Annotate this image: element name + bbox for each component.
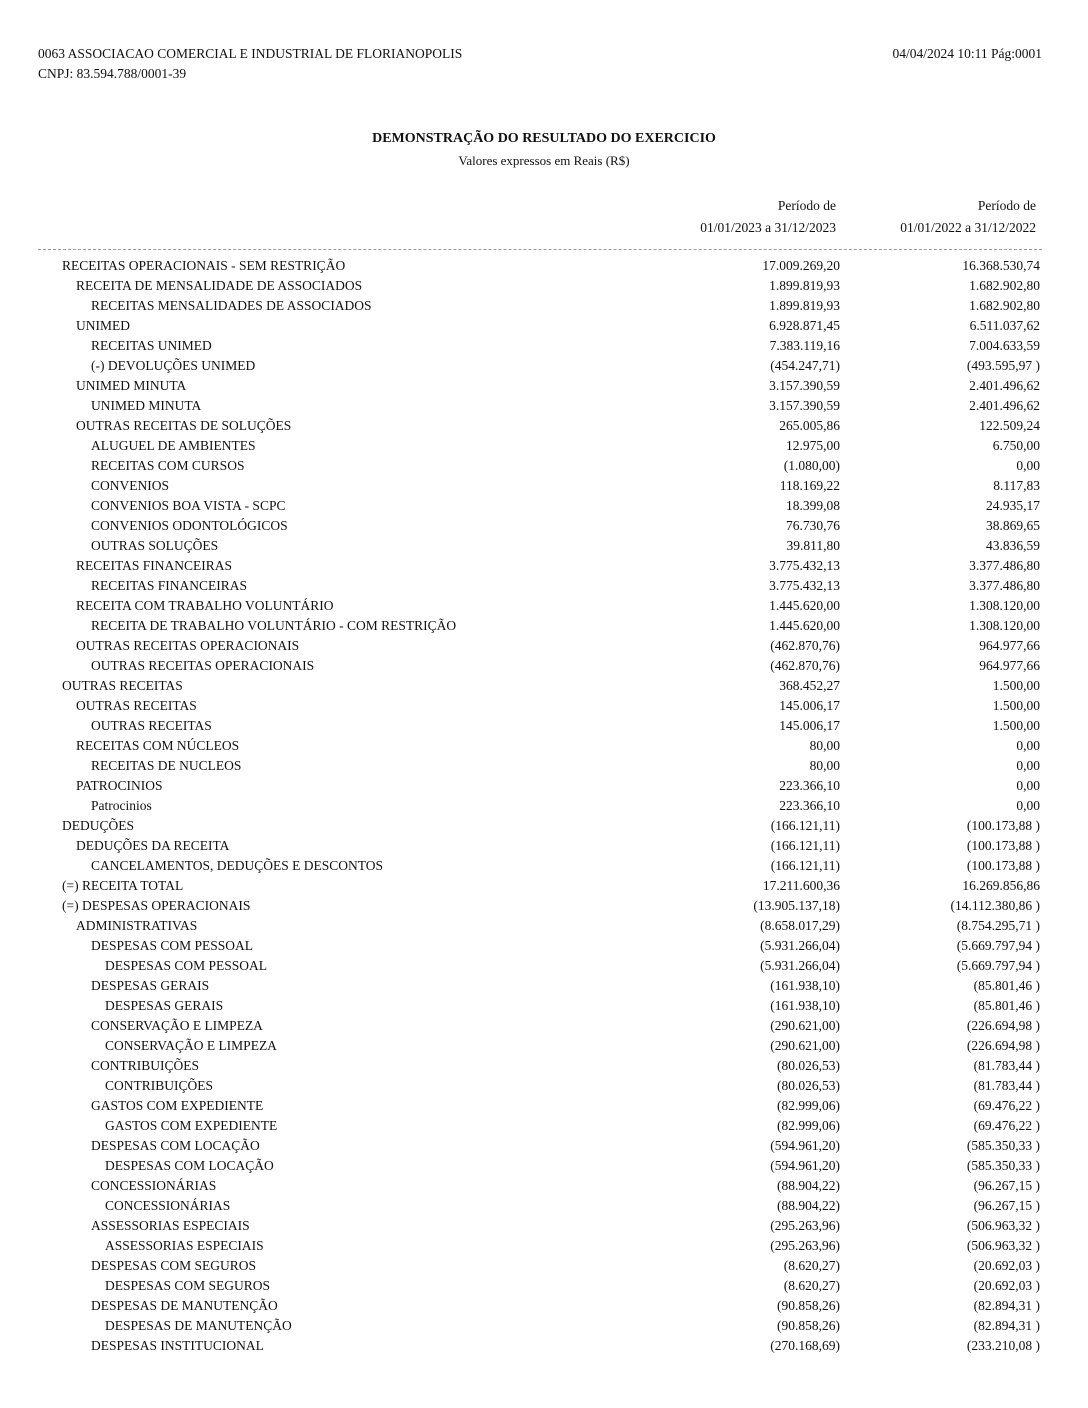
value-2022: (493.595,97 ) bbox=[966, 358, 1040, 373]
account-label: UNIMED MINUTA bbox=[91, 398, 202, 413]
table-row bbox=[0, 796, 1088, 816]
value-2022: 2.401.496,62 bbox=[969, 378, 1040, 393]
value-2022: 964.977,66 bbox=[979, 658, 1040, 673]
value-2022: 6.750,00 bbox=[992, 438, 1040, 453]
account-label: OUTRAS RECEITAS bbox=[76, 698, 197, 713]
value-2023: 3.157.390,59 bbox=[769, 378, 840, 393]
account-label: OUTRAS RECEITAS bbox=[62, 678, 183, 693]
table-row bbox=[0, 1136, 1088, 1156]
account-label: DESPESAS COM LOCAÇÃO bbox=[105, 1158, 274, 1173]
table-row bbox=[0, 976, 1088, 996]
value-2022: (506.963,32 ) bbox=[966, 1238, 1040, 1253]
table-row bbox=[0, 456, 1088, 476]
table-row bbox=[0, 596, 1088, 616]
table-row bbox=[0, 1336, 1088, 1356]
value-2022: (20.692,03 ) bbox=[973, 1258, 1040, 1273]
value-2023: (8.620,27) bbox=[783, 1278, 840, 1293]
table-row bbox=[0, 276, 1088, 296]
value-2022: 1.500,00 bbox=[992, 698, 1040, 713]
table-row bbox=[0, 316, 1088, 336]
value-2022: 2.401.496,62 bbox=[969, 398, 1040, 413]
account-label: DESPESAS COM PESSOAL bbox=[105, 958, 268, 973]
value-2023: (166.121,11) bbox=[770, 838, 840, 853]
value-2023: 3.775.432,13 bbox=[769, 558, 840, 573]
report-datetime-page: 04/04/2024 10:11 Pág:0001 bbox=[892, 46, 1042, 61]
statement-table bbox=[0, 256, 1088, 1356]
table-row bbox=[0, 436, 1088, 456]
account-label: UNIMED bbox=[76, 318, 130, 333]
account-label: RECEITAS COM CURSOS bbox=[91, 458, 245, 473]
value-2022: (585.350,33 ) bbox=[966, 1158, 1040, 1173]
account-label: PATROCINIOS bbox=[76, 778, 163, 793]
value-2022: 1.308.120,00 bbox=[969, 618, 1040, 633]
table-row bbox=[0, 816, 1088, 836]
value-2022: (82.894,31 ) bbox=[973, 1298, 1040, 1313]
account-label: CONCESSIONÁRIAS bbox=[105, 1198, 231, 1213]
value-2023: (1.080,00) bbox=[783, 458, 840, 473]
account-label: DESPESAS DE MANUTENÇÃO bbox=[91, 1298, 278, 1313]
column-header-2022 bbox=[836, 195, 1036, 239]
account-label: GASTOS COM EXPEDIENTE bbox=[105, 1118, 278, 1133]
column-header-label: Período de bbox=[977, 198, 1036, 213]
column-header-2023 bbox=[636, 195, 836, 239]
table-row bbox=[0, 776, 1088, 796]
value-2022: (82.894,31 ) bbox=[973, 1318, 1040, 1333]
value-2022: (226.694,98 ) bbox=[966, 1038, 1040, 1053]
account-label: ADMINISTRATIVAS bbox=[76, 918, 198, 933]
table-row bbox=[0, 996, 1088, 1016]
value-2023: 7.383.119,16 bbox=[769, 338, 840, 353]
account-label: CONSERVAÇÃO E LIMPEZA bbox=[105, 1038, 277, 1053]
value-2023: 223.366,10 bbox=[779, 778, 840, 793]
account-label: RECEITAS OPERACIONAIS - SEM RESTRIÇÃO bbox=[62, 258, 346, 273]
table-row bbox=[0, 916, 1088, 936]
account-label: OUTRAS RECEITAS OPERACIONAIS bbox=[76, 638, 300, 653]
value-2023: (5.931.266,04) bbox=[760, 938, 840, 953]
value-2022: 0,00 bbox=[1016, 758, 1040, 773]
account-label: CONSERVAÇÃO E LIMPEZA bbox=[91, 1018, 263, 1033]
account-label: RECEITAS UNIMED bbox=[91, 338, 212, 353]
table-row bbox=[0, 1056, 1088, 1076]
table-row bbox=[0, 876, 1088, 896]
value-2023: 1.899.819,93 bbox=[769, 278, 840, 293]
value-2022: 6.511.037,62 bbox=[969, 318, 1040, 333]
table-row bbox=[0, 296, 1088, 316]
table-row bbox=[0, 1236, 1088, 1256]
value-2023: 17.009.269,20 bbox=[762, 258, 840, 273]
value-2022: 16.269.856,86 bbox=[962, 878, 1040, 893]
table-row bbox=[0, 1156, 1088, 1176]
value-2023: 368.452,27 bbox=[779, 678, 840, 693]
value-2022: (226.694,98 ) bbox=[966, 1018, 1040, 1033]
account-label: RECEITA DE MENSALIDADE DE ASSOCIADOS bbox=[76, 278, 363, 293]
table-row bbox=[0, 1076, 1088, 1096]
value-2022: (96.267,15 ) bbox=[973, 1198, 1040, 1213]
account-label: DEDUÇÕES DA RECEITA bbox=[76, 838, 230, 853]
table-row bbox=[0, 356, 1088, 376]
account-label: CONVENIOS BOA VISTA - SCPC bbox=[91, 498, 286, 513]
table-row bbox=[0, 1316, 1088, 1336]
account-label: ASSESSORIAS ESPECIAIS bbox=[91, 1218, 250, 1233]
company-cnpj: CNPJ: 83.594.788/0001-39 bbox=[38, 66, 187, 81]
value-2022: (81.783,44 ) bbox=[973, 1058, 1040, 1073]
value-2022: (100.173,88 ) bbox=[966, 838, 1040, 853]
value-2022: 0,00 bbox=[1016, 798, 1040, 813]
value-2022: 1.682.902,80 bbox=[969, 278, 1040, 293]
table-row bbox=[0, 716, 1088, 736]
account-label: OUTRAS RECEITAS OPERACIONAIS bbox=[91, 658, 315, 673]
table-row bbox=[0, 396, 1088, 416]
table-row bbox=[0, 476, 1088, 496]
account-label: RECEITAS DE NUCLEOS bbox=[91, 758, 242, 773]
account-label: GASTOS COM EXPEDIENTE bbox=[91, 1098, 264, 1113]
value-2023: 223.366,10 bbox=[779, 798, 840, 813]
value-2022: (85.801,46 ) bbox=[973, 998, 1040, 1013]
value-2023: (90.858,26) bbox=[777, 1318, 840, 1333]
account-label: RECEITA COM TRABALHO VOLUNTÁRIO bbox=[76, 598, 334, 613]
account-label: ASSESSORIAS ESPECIAIS bbox=[105, 1238, 264, 1253]
table-row bbox=[0, 616, 1088, 636]
value-2022: 1.500,00 bbox=[992, 678, 1040, 693]
table-row bbox=[0, 1096, 1088, 1116]
account-label: DESPESAS GERAIS bbox=[105, 998, 224, 1013]
value-2023: 265.005,86 bbox=[779, 418, 840, 433]
account-label: (=) DESPESAS OPERACIONAIS bbox=[62, 898, 251, 913]
value-2023: 18.399,08 bbox=[786, 498, 840, 513]
account-label: CONTRIBUIÇÕES bbox=[105, 1078, 214, 1093]
value-2022: 8.117,83 bbox=[993, 478, 1040, 493]
table-row bbox=[0, 1176, 1088, 1196]
table-row bbox=[0, 656, 1088, 676]
account-label: OUTRAS RECEITAS bbox=[91, 718, 212, 733]
value-2023: (161.938,10) bbox=[770, 978, 840, 993]
value-2023: (82.999,06) bbox=[777, 1098, 840, 1113]
value-2022: (506.963,32 ) bbox=[966, 1218, 1040, 1233]
value-2022: (69.476,22 ) bbox=[973, 1118, 1040, 1133]
value-2023: (290.621,00) bbox=[770, 1018, 840, 1033]
table-row bbox=[0, 956, 1088, 976]
table-row bbox=[0, 536, 1088, 556]
value-2022: 24.935,17 bbox=[986, 498, 1040, 513]
value-2022: (8.754.295,71 ) bbox=[956, 918, 1040, 933]
table-row bbox=[0, 856, 1088, 876]
account-label: (=) RECEITA TOTAL bbox=[62, 878, 184, 893]
value-2023: (295.263,96) bbox=[770, 1218, 840, 1233]
value-2023: 80,00 bbox=[809, 738, 840, 753]
account-label: (-) DEVOLUÇÕES UNIMED bbox=[91, 358, 256, 373]
table-row bbox=[0, 556, 1088, 576]
value-2023: (295.263,96) bbox=[770, 1238, 840, 1253]
column-header-period: 01/01/2023 a 31/12/2023 bbox=[700, 220, 836, 235]
account-label: RECEITAS FINANCEIRAS bbox=[91, 578, 248, 593]
account-label: DESPESAS INSTITUCIONAL bbox=[91, 1338, 264, 1353]
value-2023: 1.445.620,00 bbox=[769, 618, 840, 633]
value-2022: (100.173,88 ) bbox=[966, 818, 1040, 833]
value-2023: (290.621,00) bbox=[770, 1038, 840, 1053]
value-2022: (85.801,46 ) bbox=[973, 978, 1040, 993]
account-label: ALUGUEL DE AMBIENTES bbox=[91, 438, 256, 453]
account-label: CONVENIOS bbox=[91, 478, 170, 493]
value-2022: 0,00 bbox=[1016, 778, 1040, 793]
table-row bbox=[0, 1216, 1088, 1236]
value-2023: (8.620,27) bbox=[783, 1258, 840, 1273]
account-label: CANCELAMENTOS, DEDUÇÕES E DESCONTOS bbox=[91, 858, 384, 873]
value-2022: (20.692,03 ) bbox=[973, 1278, 1040, 1293]
value-2022: 1.500,00 bbox=[992, 718, 1040, 733]
value-2023: 3.775.432,13 bbox=[769, 578, 840, 593]
value-2023: (88.904,22) bbox=[777, 1178, 840, 1193]
value-2022: (96.267,15 ) bbox=[973, 1178, 1040, 1193]
account-label: OUTRAS SOLUÇÕES bbox=[91, 538, 219, 553]
table-row bbox=[0, 836, 1088, 856]
table-row bbox=[0, 376, 1088, 396]
value-2023: (166.121,11) bbox=[770, 818, 840, 833]
value-2022: 43.836,59 bbox=[986, 538, 1040, 553]
value-2023: (594.961,20) bbox=[770, 1138, 840, 1153]
account-label: UNIMED MINUTA bbox=[76, 378, 187, 393]
table-row bbox=[0, 696, 1088, 716]
value-2023: 17.211.600,36 bbox=[762, 878, 840, 893]
value-2023: 39.811,80 bbox=[786, 538, 840, 553]
account-label: DESPESAS COM SEGUROS bbox=[105, 1278, 271, 1293]
value-2023: (13.905.137,18) bbox=[753, 898, 840, 913]
value-2023: (454.247,71) bbox=[770, 358, 840, 373]
account-label: CONVENIOS ODONTOLÓGICOS bbox=[91, 518, 288, 533]
report-header-left bbox=[38, 44, 462, 84]
value-2023: 6.928.871,45 bbox=[769, 318, 840, 333]
column-header-period: 01/01/2022 a 31/12/2022 bbox=[900, 220, 1036, 235]
value-2022: (233.210,08 ) bbox=[966, 1338, 1040, 1353]
value-2023: (161.938,10) bbox=[770, 998, 840, 1013]
account-label: Patrocinios bbox=[91, 798, 152, 813]
table-row bbox=[0, 1036, 1088, 1056]
account-label: RECEITAS FINANCEIRAS bbox=[76, 558, 233, 573]
value-2023: 1.445.620,00 bbox=[769, 598, 840, 613]
value-2022: (14.112.380,86 ) bbox=[950, 898, 1040, 913]
report-title: DEMONSTRAÇÃO DO RESULTADO DO EXERCICIO bbox=[372, 131, 716, 146]
value-2022: 16.368.530,74 bbox=[962, 258, 1040, 273]
table-row bbox=[0, 1256, 1088, 1276]
value-2022: (5.669.797,94 ) bbox=[956, 958, 1040, 973]
table-row bbox=[0, 756, 1088, 776]
table-row bbox=[0, 896, 1088, 916]
value-2023: 3.157.390,59 bbox=[769, 398, 840, 413]
value-2022: (81.783,44 ) bbox=[973, 1078, 1040, 1093]
value-2022: (5.669.797,94 ) bbox=[956, 938, 1040, 953]
account-label: OUTRAS RECEITAS DE SOLUÇÕES bbox=[76, 418, 292, 433]
value-2023: 1.899.819,93 bbox=[769, 298, 840, 313]
table-row bbox=[0, 936, 1088, 956]
value-2023: (5.931.266,04) bbox=[760, 958, 840, 973]
value-2023: (594.961,20) bbox=[770, 1158, 840, 1173]
table-row bbox=[0, 416, 1088, 436]
table-row bbox=[0, 676, 1088, 696]
value-2023: (90.858,26) bbox=[777, 1298, 840, 1313]
value-2023: (88.904,22) bbox=[777, 1198, 840, 1213]
table-row bbox=[0, 1296, 1088, 1316]
value-2023: (270.168,69) bbox=[770, 1338, 840, 1353]
value-2022: 1.308.120,00 bbox=[969, 598, 1040, 613]
value-2023: 80,00 bbox=[809, 758, 840, 773]
value-2022: 3.377.486,80 bbox=[969, 578, 1040, 593]
value-2023: 118.169,22 bbox=[779, 478, 840, 493]
value-2023: 145.006,17 bbox=[779, 698, 840, 713]
account-label: RECEITAS COM NÚCLEOS bbox=[76, 738, 240, 753]
report-subtitle: Valores expressos em Reais (R$) bbox=[458, 153, 630, 168]
value-2023: (166.121,11) bbox=[770, 858, 840, 873]
table-row bbox=[0, 1196, 1088, 1216]
value-2023: 145.006,17 bbox=[779, 718, 840, 733]
value-2022: (69.476,22 ) bbox=[973, 1098, 1040, 1113]
value-2022: (100.173,88 ) bbox=[966, 858, 1040, 873]
column-header-label: Período de bbox=[777, 198, 836, 213]
value-2022: 38.869,65 bbox=[986, 518, 1040, 533]
value-2023: (80.026,53) bbox=[777, 1078, 840, 1093]
table-row bbox=[0, 496, 1088, 516]
value-2023: 12.975,00 bbox=[786, 438, 840, 453]
value-2022: 0,00 bbox=[1016, 738, 1040, 753]
table-row bbox=[0, 1016, 1088, 1036]
account-label: DESPESAS COM PESSOAL bbox=[91, 938, 254, 953]
value-2023: (80.026,53) bbox=[777, 1058, 840, 1073]
table-row bbox=[0, 336, 1088, 356]
table-row bbox=[0, 516, 1088, 536]
account-label: RECEITA DE TRABALHO VOLUNTÁRIO - COM RESTRIÇÃO bbox=[91, 618, 457, 633]
account-label: DESPESAS DE MANUTENÇÃO bbox=[105, 1318, 292, 1333]
table-row bbox=[0, 1116, 1088, 1136]
account-label: DEDUÇÕES bbox=[62, 818, 135, 833]
value-2023: (462.870,76) bbox=[770, 658, 840, 673]
value-2023: (8.658.017,29) bbox=[760, 918, 840, 933]
header-divider bbox=[38, 249, 1042, 250]
table-row bbox=[0, 736, 1088, 756]
value-2022: 122.509,24 bbox=[979, 418, 1040, 433]
table-row bbox=[0, 256, 1088, 276]
account-label: DESPESAS COM SEGUROS bbox=[91, 1258, 257, 1273]
value-2023: (462.870,76) bbox=[770, 638, 840, 653]
account-label: CONTRIBUIÇÕES bbox=[91, 1058, 200, 1073]
account-label: DESPESAS GERAIS bbox=[91, 978, 210, 993]
value-2023: (82.999,06) bbox=[777, 1118, 840, 1133]
value-2022: 3.377.486,80 bbox=[969, 558, 1040, 573]
account-label: DESPESAS COM LOCAÇÃO bbox=[91, 1138, 260, 1153]
value-2022: (585.350,33 ) bbox=[966, 1138, 1040, 1153]
table-row bbox=[0, 1276, 1088, 1296]
table-row bbox=[0, 636, 1088, 656]
value-2022: 964.977,66 bbox=[979, 638, 1040, 653]
company-name: 0063 ASSOCIACAO COMERCIAL E INDUSTRIAL DE FLORIANOPOLIS bbox=[38, 46, 463, 61]
account-label: CONCESSIONÁRIAS bbox=[91, 1178, 217, 1193]
value-2022: 1.682.902,80 bbox=[969, 298, 1040, 313]
account-label: RECEITAS MENSALIDADES DE ASSOCIADOS bbox=[91, 298, 372, 313]
value-2022: 0,00 bbox=[1016, 458, 1040, 473]
value-2022: 7.004.633,59 bbox=[969, 338, 1040, 353]
table-row bbox=[0, 576, 1088, 596]
value-2023: 76.730,76 bbox=[786, 518, 840, 533]
